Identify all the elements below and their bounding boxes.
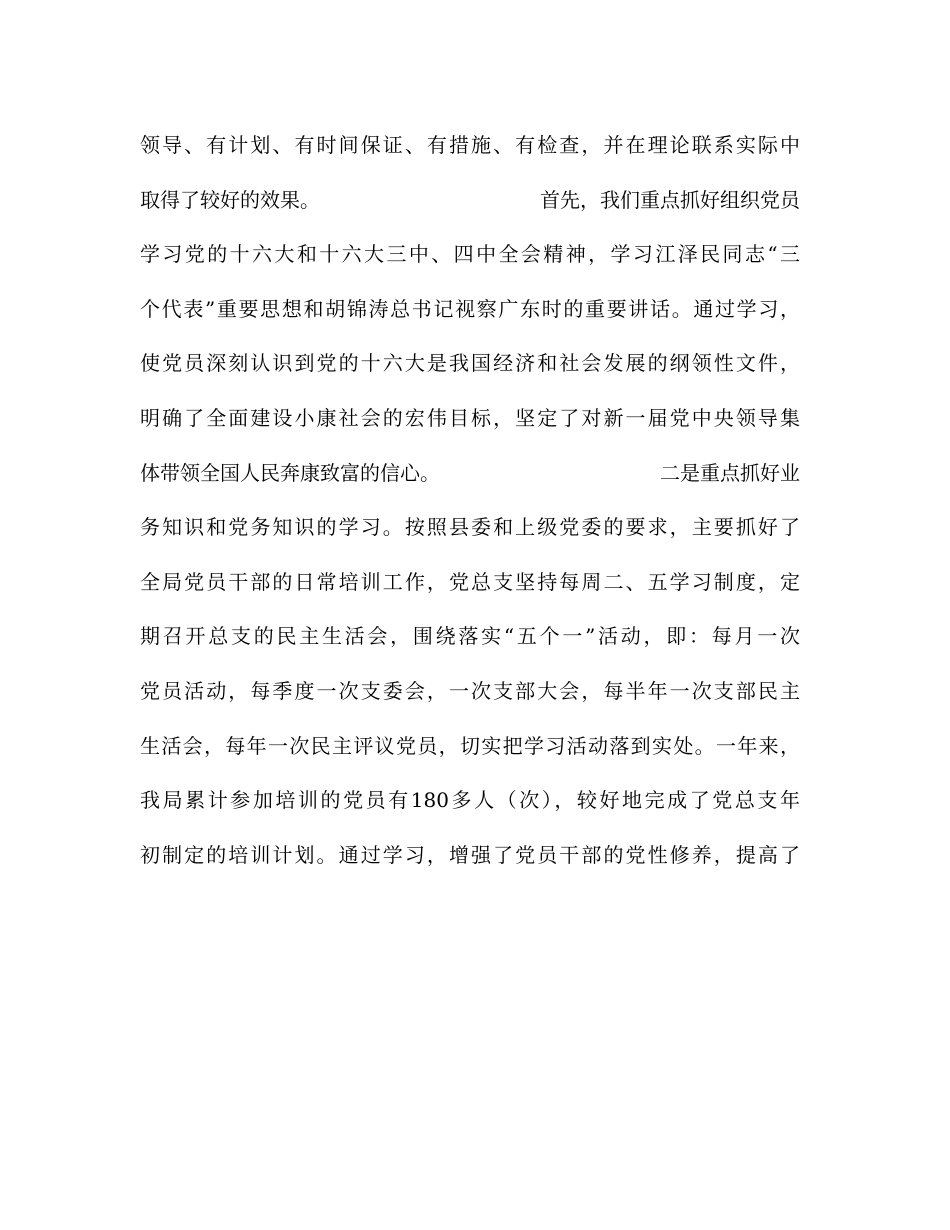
text-line: 我局累计参加培训的党员有180多人（次），较好地完成了党总支年 <box>140 788 800 813</box>
text-line: 领导、有计划、有时间保证、有措施、有检查，并在理论联系实际中 <box>140 133 800 157</box>
text-line: 期召开总支的民主生活会，围绕落实“五个一”活动，即：每月一次 <box>140 624 800 649</box>
text-line: 务知识和党务知识的学习。按照县委和上级党委的要求，主要抓好了 <box>140 515 800 540</box>
text-line: 初制定的培训计划。通过学习，增强了党员干部的党性修养，提高了 <box>140 842 800 867</box>
text-segment: 二是重点抓好业 <box>660 460 800 485</box>
text-line: 党员活动，每季度一次支委会，一次支部大会，每半年一次支部民主 <box>140 678 800 703</box>
body-text <box>140 118 800 882</box>
text-line: 使党员深刻认识到党的十六大是我国经济和社会发展的纲领性文件， <box>140 351 800 376</box>
text-segment: 取得了较好的效果。 <box>140 187 320 212</box>
text-segment: 体带领全国人民奔康致富的信心。 <box>140 460 440 485</box>
text-line: 学习党的十六大和十六大三中、四中全会精神，学习江泽民同志“三 <box>140 242 800 267</box>
text-line: 生活会，每年一次民主评议党员，切实把学习活动落到实处。一年来， <box>140 733 800 758</box>
text-line: 个代表”重要思想和胡锦涛总书记视察广东时的重要讲话。通过学习， <box>140 296 800 321</box>
text-line <box>140 446 800 501</box>
text-line: 全局党员干部的日常培训工作，党总支坚持每周二、五学习制度，定 <box>140 569 800 594</box>
text-line: 明确了全面建设小康社会的宏伟目标，坚定了对新一届党中央领导集 <box>140 405 800 430</box>
text-segment: 首先，我们重点抓好组织党员 <box>540 187 800 212</box>
text-line <box>140 173 800 228</box>
